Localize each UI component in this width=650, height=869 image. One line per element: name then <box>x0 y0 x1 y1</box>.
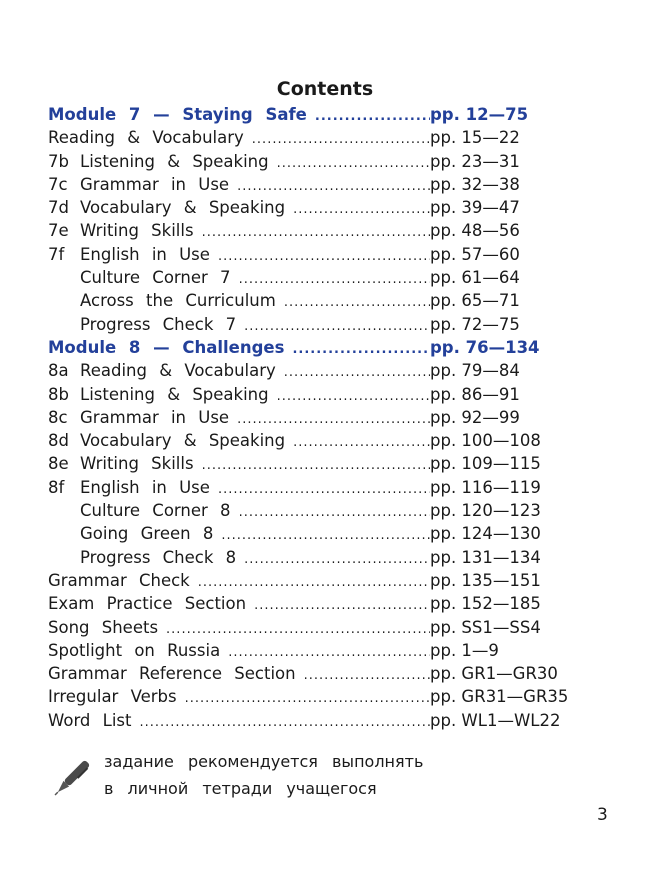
entry-title <box>48 408 430 427</box>
page-range: pp. WL1—WL22 <box>430 710 561 730</box>
section-code: 7d <box>48 198 69 218</box>
dot-leader <box>202 225 430 240</box>
toc-entry <box>48 431 568 454</box>
page-range: pp. 65—71 <box>430 291 520 311</box>
page-range: pp. 120—123 <box>430 501 541 521</box>
toc-entry <box>48 198 568 221</box>
entry-label: Culture Corner 8 <box>80 501 231 521</box>
page-range: pp. 100—108 <box>430 431 541 451</box>
dot-leader <box>292 342 430 357</box>
entry-title <box>48 152 430 171</box>
entry-label: Reading & Vocabulary <box>80 361 276 381</box>
toc-entry <box>48 152 568 175</box>
entry-title <box>48 711 430 730</box>
section-code: 7c <box>48 174 68 194</box>
page-range: pp. 124—130 <box>430 524 541 544</box>
entry-label: Vocabulary & Speaking <box>80 198 286 218</box>
entry-label: Vocabulary & Speaking <box>80 431 286 451</box>
entry-title <box>48 548 430 567</box>
dot-leader <box>221 528 430 543</box>
entry-title <box>48 245 430 264</box>
section-code: 8e <box>48 454 69 474</box>
entry-title <box>48 454 430 473</box>
section-code: 8b <box>48 384 69 404</box>
page-range: pp. 23—31 <box>430 151 520 171</box>
dot-leader <box>293 202 430 217</box>
entry-title <box>48 478 430 497</box>
dot-leader <box>237 412 430 427</box>
module-heading <box>48 105 568 128</box>
dot-leader <box>218 482 430 497</box>
toc-entry <box>48 175 568 198</box>
entry-label: Module 7 — Staying Safe <box>48 105 307 124</box>
entry-label: Across the Curriculum <box>80 291 276 311</box>
page-range: pp. 12—75 <box>430 105 529 124</box>
entry-title <box>48 291 430 310</box>
section-code: 8c <box>48 407 68 427</box>
entry-label: Progress Check 7 <box>80 314 237 334</box>
dot-leader <box>277 156 430 171</box>
entry-label: Song Sheets <box>48 617 159 637</box>
toc-entry <box>48 687 568 710</box>
entry-label: Culture Corner 7 <box>80 268 231 288</box>
page-range: pp. 15—22 <box>430 128 520 148</box>
page-range: pp. 79—84 <box>430 361 520 381</box>
dot-leader <box>237 179 430 194</box>
dot-leader <box>284 295 430 310</box>
section-code: 7f <box>48 244 65 264</box>
entry-title <box>48 221 430 240</box>
page-range: pp. 92—99 <box>430 407 520 427</box>
page-range: pp. 76—134 <box>430 337 540 357</box>
toc-entry <box>48 291 568 314</box>
entry-label: Irregular Verbs <box>48 687 177 707</box>
dot-leader <box>293 435 430 450</box>
toc-entry <box>48 478 568 501</box>
dot-leader <box>284 365 430 380</box>
page-range: pp. SS1—SS4 <box>430 617 541 637</box>
entry-title <box>48 105 430 124</box>
entry-label: Reading & Vocabulary <box>48 128 244 148</box>
page-range: pp. 39—47 <box>430 198 520 218</box>
page-range: pp. GR31—GR35 <box>430 687 569 707</box>
entry-title <box>48 315 430 334</box>
entry-title <box>48 594 430 613</box>
page-range: pp. 72—75 <box>430 314 520 334</box>
dot-leader <box>304 668 430 683</box>
note <box>48 748 423 802</box>
entry-label: English in Use <box>80 244 210 264</box>
toc-entry <box>48 711 568 734</box>
entry-label: English in Use <box>80 477 210 497</box>
toc-entry <box>48 245 568 268</box>
toc-entry <box>48 361 568 384</box>
dot-leader <box>198 575 430 590</box>
page-range: pp. 57—60 <box>430 244 520 264</box>
entry-label: Writing Skills <box>80 221 194 241</box>
entry-label: Writing Skills <box>80 454 194 474</box>
page-range: pp. 32—38 <box>430 174 520 194</box>
entry-label: Exam Practice Section <box>48 594 247 614</box>
page-range: pp. 48—56 <box>430 221 520 241</box>
toc-entry <box>48 524 568 547</box>
note-line-1: задание рекомендуется выполнять <box>104 752 424 771</box>
entry-title <box>48 431 430 450</box>
dot-leader <box>228 645 430 660</box>
page-range: pp. 1—9 <box>430 640 499 660</box>
dot-leader <box>185 691 430 706</box>
page-range: pp. 109—115 <box>430 454 541 474</box>
entry-label: Listening & Speaking <box>80 151 269 171</box>
entry-label: Grammar Reference Section <box>48 664 296 684</box>
entry-label: Going Green 8 <box>80 524 214 544</box>
dot-leader <box>277 389 430 404</box>
entry-title <box>48 501 430 520</box>
entry-label: Spotlight on Russia <box>48 640 221 660</box>
page-range: pp. 152—185 <box>430 594 541 614</box>
page-range: pp. 135—151 <box>430 570 541 590</box>
entry-title <box>48 571 430 590</box>
toc-entry <box>48 221 568 244</box>
dot-leader <box>202 458 430 473</box>
entry-title <box>48 268 430 287</box>
entry-label: Grammar in Use <box>80 407 230 427</box>
dot-leader <box>239 505 430 520</box>
pen-icon <box>48 754 96 802</box>
dot-leader <box>315 109 430 124</box>
page-range: pp. 116—119 <box>430 477 541 497</box>
entry-title <box>48 338 430 357</box>
section-code: 8f <box>48 477 65 497</box>
entry-label: Grammar Check <box>48 570 190 590</box>
page-number: 3 <box>597 805 608 825</box>
dot-leader <box>166 622 430 637</box>
entry-title <box>48 385 430 404</box>
page-range: pp. 131—134 <box>430 547 541 567</box>
entry-title <box>48 361 430 380</box>
toc-entry <box>48 618 568 641</box>
toc-entry <box>48 454 568 477</box>
entry-label: Listening & Speaking <box>80 384 269 404</box>
entry-label: Grammar in Use <box>80 174 230 194</box>
dot-leader <box>218 249 430 264</box>
entry-title <box>48 198 430 217</box>
entry-title <box>48 128 430 147</box>
entry-label: Progress Check 8 <box>80 547 237 567</box>
page-range: pp. 86—91 <box>430 384 520 404</box>
module-heading <box>48 338 568 361</box>
entry-label: Word List <box>48 710 132 730</box>
page-title: Contents <box>276 78 374 100</box>
dot-leader <box>239 272 430 287</box>
entry-title <box>48 524 430 543</box>
toc-entry <box>48 408 568 431</box>
toc-entry <box>48 641 568 664</box>
dot-leader <box>140 715 431 730</box>
section-code: 8a <box>48 361 69 381</box>
dot-leader <box>254 598 430 613</box>
section-code: 7e <box>48 221 69 241</box>
toc-entry <box>48 501 568 524</box>
page-range: pp. GR1—GR30 <box>430 664 558 684</box>
dot-leader <box>252 132 430 147</box>
page-range: pp. 61—64 <box>430 268 520 288</box>
table-of-contents <box>48 105 568 734</box>
entry-title <box>48 687 430 706</box>
toc-entry <box>48 128 568 151</box>
section-code: 8d <box>48 431 69 451</box>
entry-label: Module 8 — Challenges <box>48 337 285 357</box>
toc-entry <box>48 664 568 687</box>
toc-entry <box>48 385 568 408</box>
toc-entry <box>48 548 568 571</box>
toc-entry <box>48 594 568 617</box>
note-line-2: в личной тетради учащегося <box>104 779 377 798</box>
entry-title <box>48 618 430 637</box>
dot-leader <box>244 319 430 334</box>
entry-title <box>48 664 430 683</box>
toc-entry <box>48 268 568 291</box>
section-code: 7b <box>48 151 69 171</box>
entry-title <box>48 641 430 660</box>
dot-leader <box>244 552 430 567</box>
entry-title <box>48 175 430 194</box>
toc-entry <box>48 315 568 338</box>
toc-entry <box>48 571 568 594</box>
